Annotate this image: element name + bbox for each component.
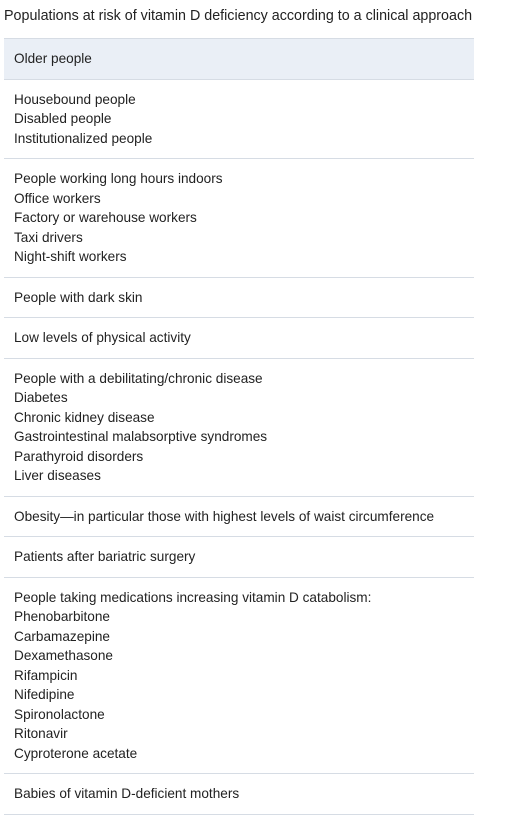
- table-row: [4, 278, 474, 319]
- table-row: [4, 80, 474, 160]
- row-item: Spironolactone: [14, 706, 105, 722]
- row-item: Office workers: [14, 190, 101, 206]
- row-heading: Low levels of physical activity: [14, 330, 191, 345]
- row-heading: People taking medications increasing vitamin D catabolism:: [14, 589, 372, 605]
- row-item: Carbamazepine: [14, 628, 110, 644]
- row-item: Liver diseases: [14, 468, 101, 483]
- row-heading: Housebound people: [14, 91, 136, 107]
- row-heading: People working long hours indoors: [14, 171, 223, 186]
- row-item: Disabled people: [14, 111, 112, 126]
- table-row: [4, 497, 474, 538]
- row-heading: Babies of vitamin D-deficient mothers: [14, 786, 240, 801]
- row-item: Night-shift workers: [14, 249, 127, 264]
- row-item: Nifedipine: [14, 687, 75, 702]
- row-item: Factory or warehouse workers: [14, 210, 197, 225]
- row-item: Rifampicin: [14, 667, 78, 683]
- table-row: [4, 537, 474, 578]
- table-row: [4, 578, 474, 775]
- row-item: Gastrointestinal malabsorptive syndromes: [14, 429, 268, 444]
- row-heading: Older people: [14, 51, 92, 66]
- row-item: Institutionalized people: [14, 130, 153, 146]
- row-item: Ritonavir: [14, 726, 68, 741]
- table-row: [4, 159, 474, 278]
- row-item: Parathyroid disorders: [14, 448, 144, 464]
- row-item: Diabetes: [14, 390, 68, 405]
- table-row: [4, 359, 474, 497]
- table-row: [4, 318, 474, 359]
- table-caption: Populations at risk of vitamin D deficiency according to a clinical approach: [4, 8, 473, 24]
- row-heading: Obesity—in particular those with highest levels of waist circumference: [14, 508, 435, 524]
- row-heading: People with a debilitating/chronic disease: [14, 370, 263, 386]
- risk-populations-table: [4, 38, 474, 815]
- row-heading: People with dark skin: [14, 289, 143, 305]
- row-item: Chronic kidney disease: [14, 409, 155, 425]
- table-row: [4, 774, 474, 815]
- table-row: [4, 39, 474, 80]
- row-item: Dexamethasone: [14, 648, 113, 663]
- row-item: Phenobarbitone: [14, 609, 110, 624]
- row-item: Taxi drivers: [14, 229, 83, 245]
- row-item: Cyproterone acetate: [14, 745, 138, 761]
- row-heading: Patients after bariatric surgery: [14, 549, 196, 564]
